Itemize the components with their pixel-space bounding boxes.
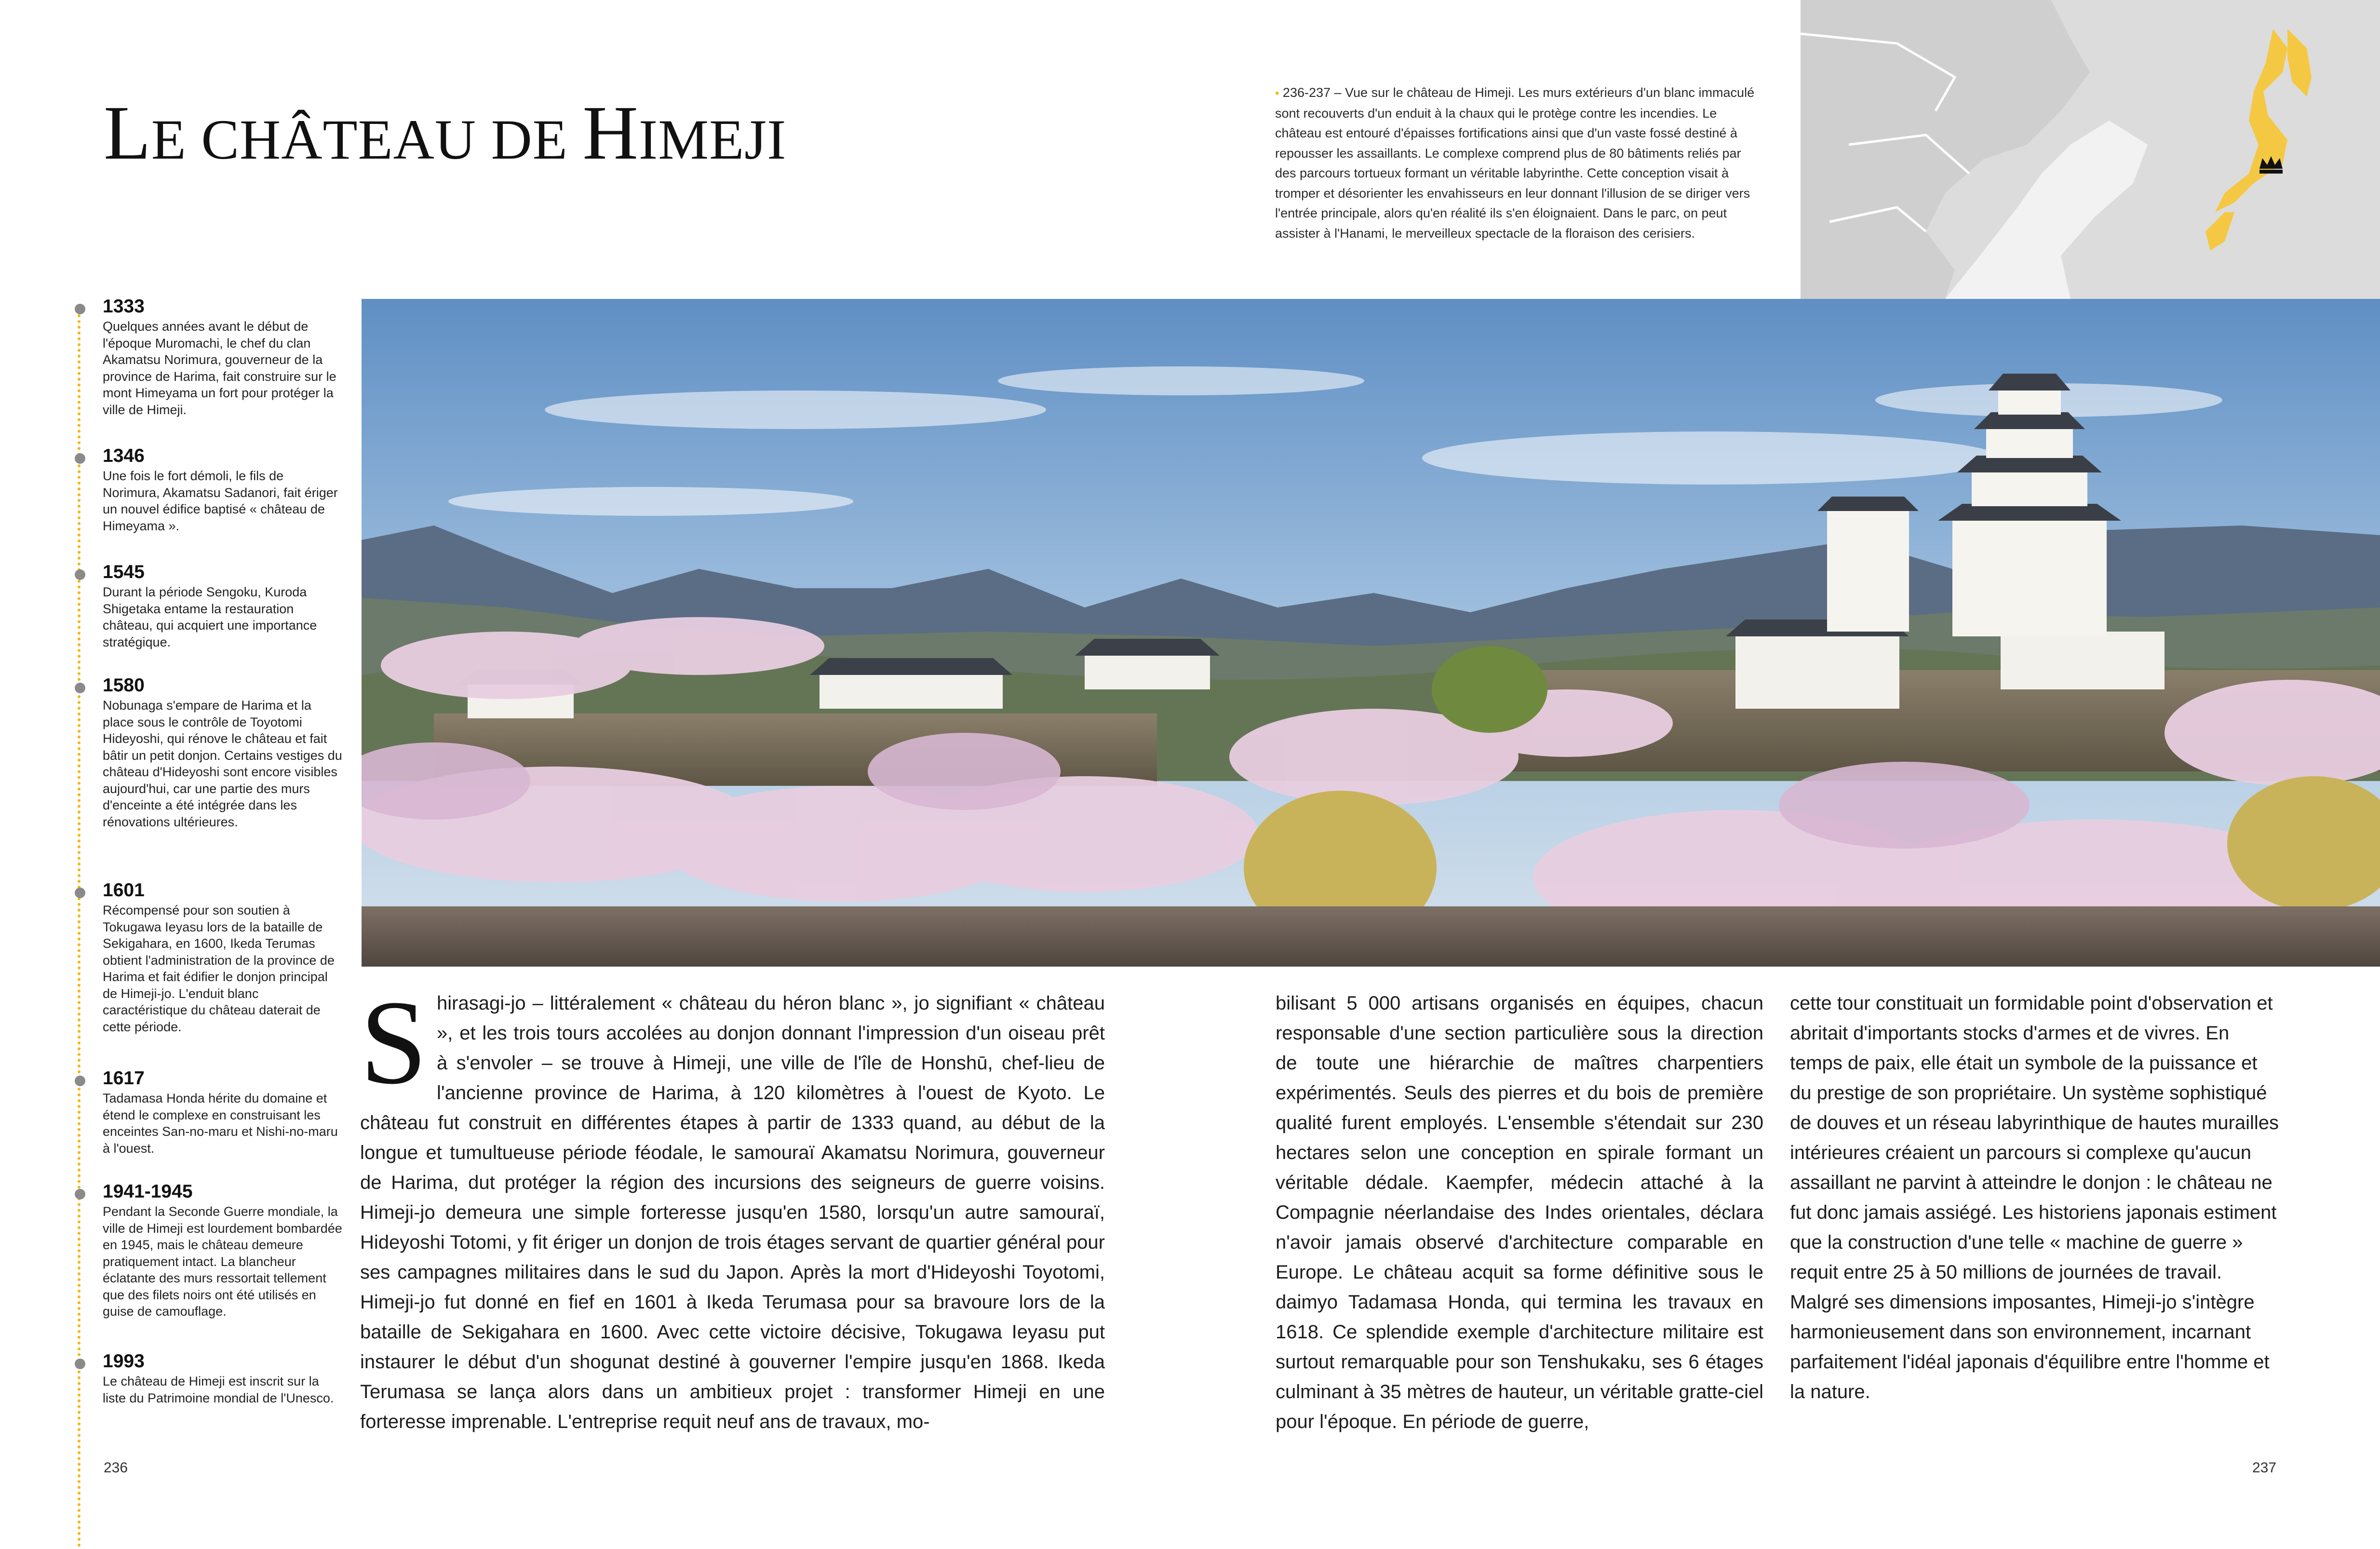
drop-cap: S xyxy=(360,976,428,1109)
timeline-year: 1941-1945 xyxy=(103,1181,193,1202)
page-title: LE CHÂTEAU DE HIMEJI xyxy=(104,90,787,175)
body-paragraph: cette tour constituait un formidable point d'observation et abritait d'importants stocks d'armes et de vivres. En temps de paix, elle était un symbole de la puissance et du prestige de son propriétaire. Un système sophistiqué de douves et un réseau labyrinthique de hautes murailles intérieures créaient un parcours si complexe qu'aucun assaillant ne parvint à atteindre le donjon : le château ne fut donc jamais assiégé. Les historiens japonais estiment que la construction d'une telle « machine de guerre » requit entre 25 à 50 millions de journées de travail. xyxy=(1790,993,2279,1283)
timeline-text: Pendant la Seconde Guerre mondiale, la ville de Himeji est lourdement bombardée en 1945, mais le château demeure pratiquement intact. La blancheur éclatante des murs ressortait tellement que des filets noirs ont été utilisés en guise de camouflage. xyxy=(103,1204,342,1319)
photo-caption xyxy=(1275,83,1760,243)
timeline-dot xyxy=(75,683,85,693)
body-column-1 xyxy=(360,976,1105,1437)
timeline-year: 1617 xyxy=(103,1068,145,1089)
timeline-year: 1545 xyxy=(103,562,145,582)
timeline-year: 1601 xyxy=(103,880,145,901)
caption-bullet: • xyxy=(1275,87,1279,100)
timeline-dot xyxy=(75,1359,85,1369)
timeline-text: Durant la période Sengoku, Kuroda Shigetaka entame la restauration château, qui acquiert une importance stratégique. xyxy=(103,585,317,649)
page-number-right: 237 xyxy=(2252,1460,2277,1476)
timeline-year: 1580 xyxy=(103,675,145,696)
timeline-text: Tadamasa Honda hérite du domaine et étend le complexe en construisant les enceintes San-no-maru et Nishi-no-maru à l'ouest. xyxy=(103,1091,338,1156)
body-paragraph: bilisant 5 000 artisans organisés en équipes, chacun responsable d'une section particulière sous la direction de toute une hiérarchie de maîtres charpentiers expérimentés. Seuls des pierres et du bois de première qualité furent employés. L'ensemble s'étendait sur 230 hectares selon une conception en spirale formant un véritable dédale. Kaempfer, médecin attaché à la Compagnie néerlandaise des Indes orientales, déclara n'avoir jamais observé d'architecture comparable en Europe. Le château acquit sa forme définitive sous le daimyo Tadamasa Honda, qui termina les travaux en 1618. Ce splendide exemple d'architecture militaire est surtout remarquable pour son Tenshukaku, ses 6 étages culminant à 35 mètres de hauteur, un véritable gratte-ciel pour l'époque. En période de guerre, xyxy=(1276,993,1763,1432)
timeline-text: Une fois le fort démoli, le fils de Norimura, Akamatsu Sadanori, fait ériger un nouvel édifice baptisé « château de Himeyama ». xyxy=(103,469,338,533)
page-number-left: 236 xyxy=(104,1460,128,1476)
caption-text: 236-237 – Vue sur le château de Himeji. Les murs extérieurs d'un blanc immaculé sont recouverts d'un enduit à la chaux qui le protège contre les incendies. Le château est entouré d'épaisses fortifications ainsi que d'un vaste fossé destiné à repousser les assaillants. Le complexe comprend plus de 80 bâtiments reliés par des parcours tortueux formant un véritable labyrinthe. Cette conception visait à tromper et désorienter les envahisseurs en leur donnant l'illusion de se diriger vers l'entrée principale, alors qu'en réalité ils s'en éloignaient. Dans le parc, on peut assister à l'Hanami, le merveilleux spectacle de la floraison des cerisiers. xyxy=(1275,85,1755,241)
timeline-text: Nobunaga s'empare de Harima et la place sous le contrôle de Toyotomi Hideyoshi, qui rénove le château et fait bâtir un petit donjon. Certains vestiges du château d'Hideyoshi sont encore visibles aujourd'hui, car une partie des murs d'enceinte a été intégrée dans les rénovations ultérieures. xyxy=(103,698,342,829)
locator-map xyxy=(1801,0,2380,299)
timeline-text: Le château de Himeji est inscrit sur la liste du Patrimoine mondial de l'Unesco. xyxy=(103,1374,334,1405)
timeline-dot xyxy=(75,569,85,580)
timeline-year: 1993 xyxy=(103,1351,145,1372)
timeline-year: 1333 xyxy=(103,296,145,317)
timeline-dot xyxy=(75,888,85,898)
timeline-dot xyxy=(75,453,85,464)
timeline-year: 1346 xyxy=(103,445,145,466)
body-paragraph: Malgré ses dimensions imposantes, Himeji-jo s'intègre harmonieusement dans son environnement, incarnant parfaitement l'idéal japonais d'équilibre entre l'homme et la nature. xyxy=(1790,1292,2270,1402)
timeline-dot xyxy=(75,1189,85,1199)
timeline-dot xyxy=(75,1076,85,1086)
body-column-3 xyxy=(1790,988,2279,1407)
body-column-2 xyxy=(1276,988,1763,1437)
timeline-text: Quelques années avant le début de l'époque Muromachi, le chef du clan Akamatsu Norimura, gouverneur de la province de Harima, fait construire sur le mont Himeyama un fort pour protéger la ville de Himeji. xyxy=(103,319,336,417)
body-paragraph: hirasagi-jo – littéralement « château du héron blanc », jo signifiant « château », et les trois tours accolées au donjon donnant l'impression d'un oiseau prêt à s'envoler – se trouve à Himeji, une ville de l'île de Honshū, chef-lieu de l'ancienne province de Harima, à 120 kilomètres à l'ouest de Kyoto. Le château fut construit en différentes étapes à partir de 1333 quand, au début de la longue et tumultueuse période féodale, le samouraï Akamatsu Norimura, gouverneur de Harima, dut protéger la région des incursions des seigneurs de guerre voisins. Himeji-jo demeura une simple forteresse jusqu'en 1580, lorsqu'un autre samouraï, Hideyoshi Totomi, y fit ériger un donjon de trois étages servant de quartier général pour ses campagnes militaires dans le sud du Japon. Après la mort d'Hideyoshi Toyotomi, Himeji-jo fut donné en fief en 1601 à Ikeda Terumasa pour sa bravoure lors de la bataille de Sekigahara en 1600. Avec cette victoire décisive, Tokugawa Ieyasu put instaurer le début d'un shogunat destiné à gouverner l'empire jusqu'en 1868. Ikeda Terumasa se lança alors dans un ambitieux projet : transformer Himeji en une forteresse imprenable. L'entreprise requit neuf ans de travaux, mo- xyxy=(360,993,1105,1432)
timeline-dot xyxy=(75,304,85,314)
timeline-text: Récompensé pour son soutien à Tokugawa Ieyasu lors de la bataille de Sekigahara, en 1600, Ikeda Terumas obtient l'administration de la province de Harima et fait édifier le donjon principal de Himeji-jo. L'enduit blanc caractéristique du château daterait de cette période. xyxy=(103,903,335,1034)
